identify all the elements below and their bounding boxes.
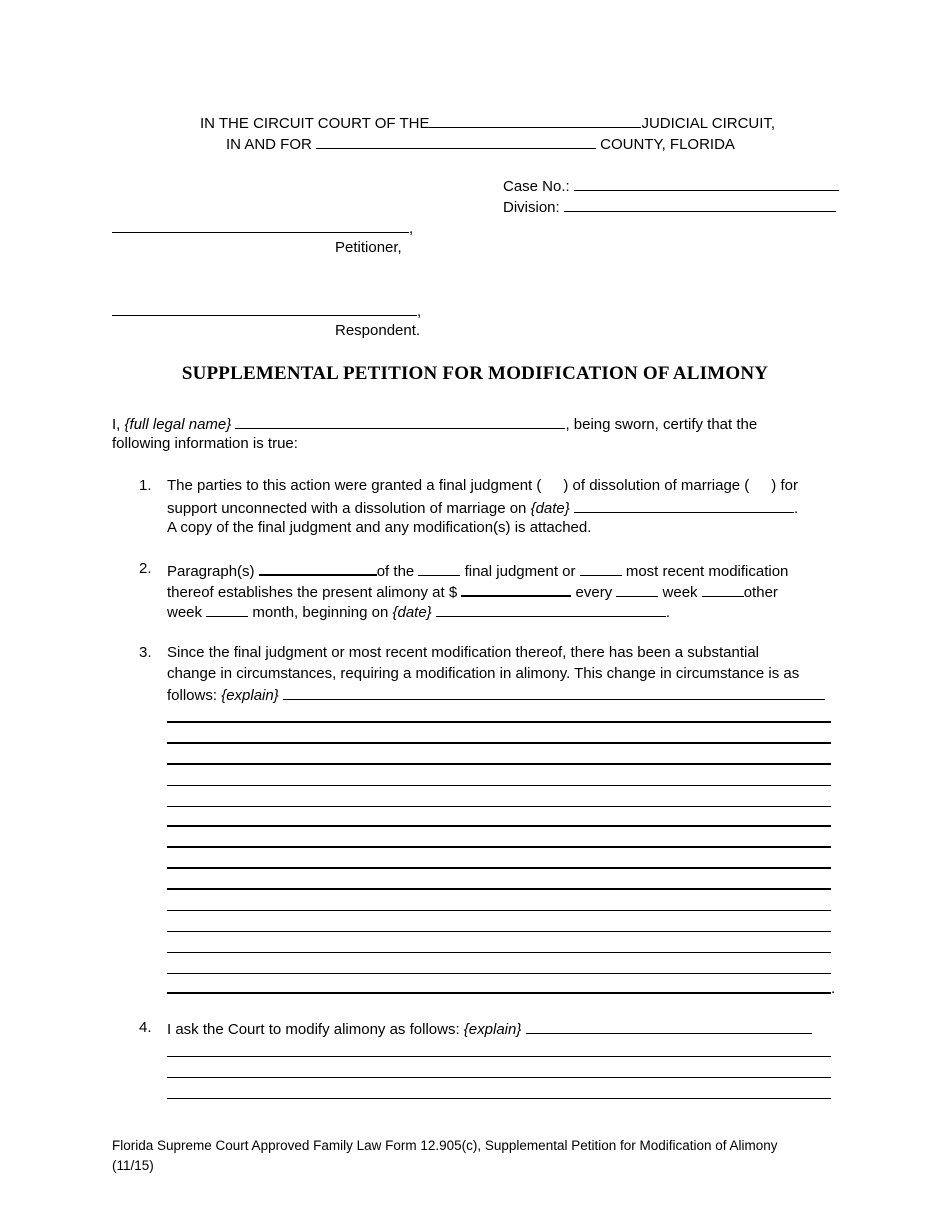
explanation-line[interactable] bbox=[167, 931, 831, 932]
form-title: SUPPLEMENTAL PETITION FOR MODIFICATION OF ALIMONY bbox=[181, 363, 769, 384]
respondent-name-field[interactable] bbox=[112, 300, 417, 316]
judicial-circuit-field[interactable] bbox=[429, 112, 641, 128]
item-4-line-1 bbox=[167, 1018, 812, 1040]
item-3-explain-hint: {explain} bbox=[221, 687, 279, 704]
other-week-mark-field[interactable] bbox=[702, 581, 744, 597]
explanation-line[interactable] bbox=[167, 952, 831, 953]
form-footer bbox=[112, 1136, 778, 1176]
county-prefix: IN AND FOR bbox=[226, 136, 317, 153]
intro-prefix: I, bbox=[112, 416, 125, 433]
division-field[interactable] bbox=[564, 196, 836, 212]
item-3-number: 3. bbox=[139, 644, 152, 661]
item-3-follows: follows: bbox=[167, 687, 222, 704]
final-judgment-mark-field[interactable] bbox=[418, 560, 460, 576]
item-4-request-text: I ask the Court to modify alimony as follows: bbox=[167, 1021, 464, 1038]
footer-form-citation: Florida Supreme Court Approved Family Law Form 12.905(c), Supplemental Petition for Modification of Alimony bbox=[112, 1138, 778, 1153]
item-1-text-b: ) of dissolution of marriage ( bbox=[563, 477, 750, 494]
item-2-present-alimony: thereof establishes the present alimony at $ bbox=[167, 584, 462, 601]
beginning-date-field[interactable] bbox=[436, 601, 666, 617]
item-3-line-1: Since the final judgment or most recent modification thereof, there has been a substantial bbox=[167, 644, 760, 661]
month-mark-field[interactable] bbox=[206, 601, 248, 617]
item-2-number: 2. bbox=[139, 560, 152, 577]
item-4-explain-hint: {explain} bbox=[463, 1021, 522, 1038]
item-4-number: 4. bbox=[139, 1019, 152, 1036]
item-1-period: . bbox=[793, 500, 799, 517]
item-2-line-2 bbox=[167, 580, 778, 603]
intro-line-1 bbox=[112, 413, 757, 435]
county-field[interactable] bbox=[316, 133, 596, 149]
item-1-line-2 bbox=[167, 497, 798, 519]
full-legal-name-hint: {full legal name} bbox=[124, 416, 232, 433]
item-3-line-3 bbox=[167, 684, 825, 706]
petitioner-name-field[interactable] bbox=[112, 217, 409, 233]
every-week-mark-field[interactable] bbox=[616, 581, 658, 597]
item-2-most-recent: most recent modification bbox=[621, 563, 789, 580]
item-1-line-1 bbox=[167, 476, 798, 496]
alimony-amount-field[interactable] bbox=[461, 580, 571, 597]
explanation-line[interactable] bbox=[167, 888, 831, 890]
court-heading-line-1 bbox=[200, 112, 775, 134]
explanation-line[interactable] bbox=[167, 973, 831, 974]
modification-request-field[interactable] bbox=[526, 1018, 812, 1034]
item-2-date-hint: {date} bbox=[392, 604, 432, 621]
item-2-other: other bbox=[743, 584, 778, 601]
petitioner-name-row bbox=[112, 217, 413, 239]
division-label: Division: bbox=[503, 199, 564, 216]
item-1-number: 1. bbox=[139, 477, 152, 494]
respondent-comma: , bbox=[417, 303, 422, 320]
explanation-line[interactable] bbox=[167, 846, 831, 848]
explanation-line[interactable] bbox=[167, 825, 831, 827]
request-line[interactable] bbox=[167, 1098, 831, 1099]
full-legal-name-field[interactable] bbox=[235, 413, 565, 429]
explanation-line[interactable] bbox=[167, 910, 831, 911]
court-heading-suffix: JUDICIAL CIRCUIT, bbox=[641, 115, 776, 132]
explanation-line[interactable] bbox=[167, 742, 831, 744]
case-number-row bbox=[503, 175, 839, 197]
item-2-week: week bbox=[658, 584, 702, 601]
item-2-every: every bbox=[571, 584, 617, 601]
item-3-line-2: change in circumstances, requiring a modification in alimony. This change in circumstance is as bbox=[167, 665, 800, 682]
division-row bbox=[503, 196, 836, 218]
request-line[interactable] bbox=[167, 1056, 831, 1057]
item-2-week-label: week bbox=[167, 604, 207, 621]
change-explanation-field[interactable] bbox=[283, 684, 825, 700]
petitioner-label: Petitioner, bbox=[335, 239, 402, 256]
item-2-paragraph-label: Paragraph(s) bbox=[167, 563, 259, 580]
item-1-text-a: The parties to this action were granted a final judgment ( bbox=[167, 477, 542, 494]
judgment-date-field[interactable] bbox=[574, 497, 794, 513]
item-2-period: . bbox=[665, 604, 671, 621]
respondent-label: Respondent. bbox=[335, 322, 421, 339]
explanation-line[interactable] bbox=[167, 763, 831, 765]
item-2-of-the: of the bbox=[376, 563, 419, 580]
explanation-line[interactable] bbox=[167, 806, 831, 807]
explanation-line[interactable] bbox=[167, 992, 831, 994]
intro-line-2: following information is true: bbox=[112, 435, 298, 452]
item-1-text-c: ) for bbox=[771, 477, 798, 494]
explanation-line[interactable] bbox=[167, 867, 831, 869]
county-suffix: COUNTY, FLORIDA bbox=[596, 136, 735, 153]
explanation-line[interactable] bbox=[167, 721, 831, 723]
case-number-field[interactable] bbox=[574, 175, 839, 191]
item-1-date-hint: {date} bbox=[530, 500, 570, 517]
footer-revision-date: (11/15) bbox=[112, 1158, 154, 1173]
recent-modification-mark-field[interactable] bbox=[580, 560, 622, 576]
item-2-final-judgment-or: final judgment or bbox=[460, 563, 580, 580]
case-number-label: Case No.: bbox=[503, 178, 574, 195]
item-1-support-text: support unconnected with a dissolution of marriage on bbox=[167, 500, 531, 517]
item-2-line-1 bbox=[167, 559, 788, 582]
respondent-name-row bbox=[112, 300, 421, 322]
item-2-line-3 bbox=[167, 601, 670, 623]
explanation-line[interactable] bbox=[167, 785, 831, 786]
paragraph-number-field[interactable] bbox=[259, 559, 377, 576]
court-heading-prefix: IN THE CIRCUIT COURT OF THE bbox=[200, 115, 430, 132]
petitioner-comma: , bbox=[409, 220, 414, 237]
request-line[interactable] bbox=[167, 1077, 831, 1078]
item-1-line-3: A copy of the final judgment and any modification(s) is attached. bbox=[167, 519, 592, 536]
item-2-month-beginning: month, beginning on bbox=[248, 604, 393, 621]
explanation-end-period: . bbox=[831, 980, 836, 997]
court-heading-line-2 bbox=[226, 133, 735, 155]
intro-suffix: , being sworn, certify that the bbox=[565, 416, 758, 433]
